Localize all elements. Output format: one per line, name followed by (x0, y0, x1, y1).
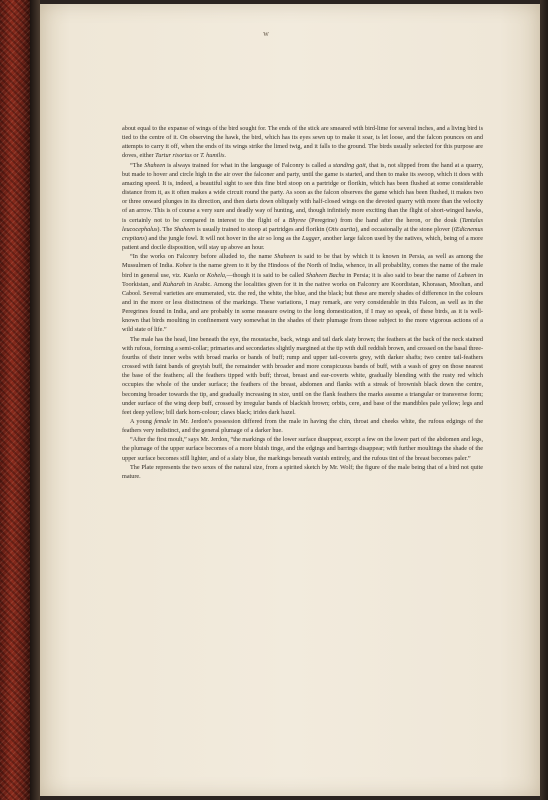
text-run: “The (130, 161, 145, 169)
text-run: or (191, 152, 201, 160)
italic-term: Bhyree (288, 216, 306, 224)
italic-term: Shaheen (173, 225, 195, 233)
paragraph (122, 435, 483, 462)
text-run: or (198, 271, 208, 279)
text-run: ,—though it is said to be called (224, 271, 307, 279)
text-run: The male has the head, line beneath the eye, the moustache, back, wings and tail dark slaty brown; the feathers at the back of the neck stained with rufous, forming a semi-collar; primaries and secondaries slightly margined at the tip with dull reddish brown, and crossed on the basal three-fourths of their inner webs with broad marks or bands of buff; rump and upper tail-coverts grey, with darker shafts; two centre tail-feathers crossed with faint bands of greyish buff, the remainder with broader and more conspicuous bands of buff, with a wash of grey on those nearest the base of the feathers; all the feathers tipped with buff; throat, breast and ear-coverts white, gradually blending with the rusty red which occupies the whole of the under surface; the feathers of the breast, abdomen and flanks with a streak of brownish black down the centre, becoming broader towards the tip, and gradually increasing in size, until on the flank feathers the marks assume a triangular or transverse form; under surface of the wing deep buff, crossed by irregular bands of blackish brown; orbits, cere, and base of the mandibles pale yellow; legs and feet deep yellow; bill dark horn-colour; claws black; irides dark hazel. (122, 335, 483, 416)
text-run: “After the first moult,” says Mr. Jerdon, “the markings of the lower surface disappear, except a few on the lower part of the abdomen and legs, the plumage of the upper surface becomes of a more bluish tinge, and the edgings and barrings disappear; with further moultings the shade of the upper surface becomes still lighter, and of a slaty blue, the markings beneath vanish entirely, and the rufous tint of the breast becomes paler.” (122, 436, 483, 462)
text-run: in Mr. Jerdon’s possession differed from the male in having the chin, throat and cheeks white, the rufous edgings of the feathers very indistinct, and the general plumage of a darker hue. (122, 418, 483, 435)
paragraph (122, 252, 483, 334)
text-run: , another large falcon used by the natives, which, being of a more patient and docile disposition, will stay up above an hour. (122, 234, 483, 252)
text-run: is usually trained to stoop at partridges and florikin ( (194, 225, 329, 233)
text-run: is said to be that by which it is known in Persia, as well as among the Mussulmen of India. (122, 253, 483, 270)
text-run: , that is, not slipped from the hand at a quarry, but made to hover and circle high in the air over the falconer and party, until the game is started, and then to make its swoop, which it does with amazing speed. It is, indeed, a beautiful sight to see this fine bird stoop on a partridge or florikin, which has been flushed at some considerable distance from it, as it often makes a wide circuit round the party. As soon as the falcon observes the game which has been flushed, it makes two or three onward plunges in its direction, and then darts down obliquely with half-closed wings on the devoted quarry with more than the velocity of an arrow. This is of course a very sure and deadly way of hunting, and, though infinitely more exciting than the flight of short-winged hawks, is certainly not to be compared in interest to the flight of a (122, 161, 483, 224)
paragraph (122, 417, 483, 435)
italic-term: Kuela (183, 271, 199, 279)
italic-term: Kuharah (162, 280, 185, 288)
text-run: ), and occasionally at the stone plover ( (355, 225, 454, 233)
page-edge (540, 0, 548, 800)
text-run: is the name given to it by the Hindoos of the North of India, whence, in all probability, comes the name of the male bird in general use, viz. (122, 262, 483, 279)
text-run: in Persia; it is also said to bear the name of (344, 271, 459, 279)
text-run: The Plate represents the two sexes of the natural size, from a spirited sketch by Mr. Wolf; the figure of the male being that of a bird not quite mature. (122, 463, 483, 480)
italic-term: Kohee (175, 262, 192, 270)
italic-term: Shaheen Bacha (306, 271, 345, 279)
italic-term: Kohela (207, 271, 225, 279)
italic-term: Œdicnemus crepitans (122, 225, 483, 242)
text-run: in Toorkistan, and (122, 271, 483, 288)
italic-term: T. humilis (200, 152, 225, 160)
paragraph (122, 161, 483, 253)
text-run: ) and the jungle fowl. It will not hover in the air so long as the (144, 234, 303, 242)
book-binding (0, 0, 30, 800)
body-text (122, 124, 483, 481)
page-gutter (30, 0, 40, 800)
text-run: (Peregrine) from the hand after the heron, or the douk ( (305, 216, 462, 224)
page-number: w (263, 29, 269, 38)
italic-term: Shaheen (144, 161, 166, 169)
text-run: A young (130, 418, 155, 425)
paragraph (122, 124, 483, 161)
italic-term: Laheen (458, 271, 477, 279)
italic-term: standing gait (332, 161, 366, 169)
text-run: about equal to the expanse of wings of the bird sought for. The ends of the stick are smeared with bird-lime for several inches, and a living bird is tied to the centre of it. On observing the hawk, the bird, which has its eyes sewn up to make it soar, is let loose, and the falcon pounces on and attempts to carry it off, when the ends of its wings strike the limed twig, and it falls to the ground. The birds usually selected for this purpose are doves, either (122, 125, 483, 160)
paragraph (122, 463, 483, 481)
text-run: ). The (157, 225, 174, 233)
italic-term: Otis aurita (328, 225, 356, 233)
italic-term: Tantalus leucocephalus (122, 216, 483, 233)
paragraph (122, 335, 483, 417)
italic-term: Lugger (302, 234, 320, 242)
italic-term: female (154, 418, 171, 425)
text-run: is always trained for what in the language of Falconry is called a (165, 161, 333, 169)
italic-term: Turtur risorius (155, 152, 192, 160)
text-run: in Arabic. Among the localities given for it in the native works on Falconry are Koordistan, Khorasan, Mooltan, and Cabool. Several varieties are enumerated, viz. the red, the white, the blue, and the black; but these are merely shades of difference in the colours and in the more or less distinctness of the markings. These variations, I may remark, are very considerable in this Falcon, as well as in the Peregrines found in India, and are probably in some measure owing to the long domestication, if I may so speak, of these birds, as it is well-known that birds moulting in confinement vary somewhat in the shades of their plumage from those subject to the more vigorous actions of a wild state of life.” (122, 280, 483, 334)
text-run: . (224, 152, 226, 160)
italic-term: Shaheen (274, 253, 296, 261)
text-run: “In the works on Falconry before alluded to, the name (130, 253, 275, 261)
